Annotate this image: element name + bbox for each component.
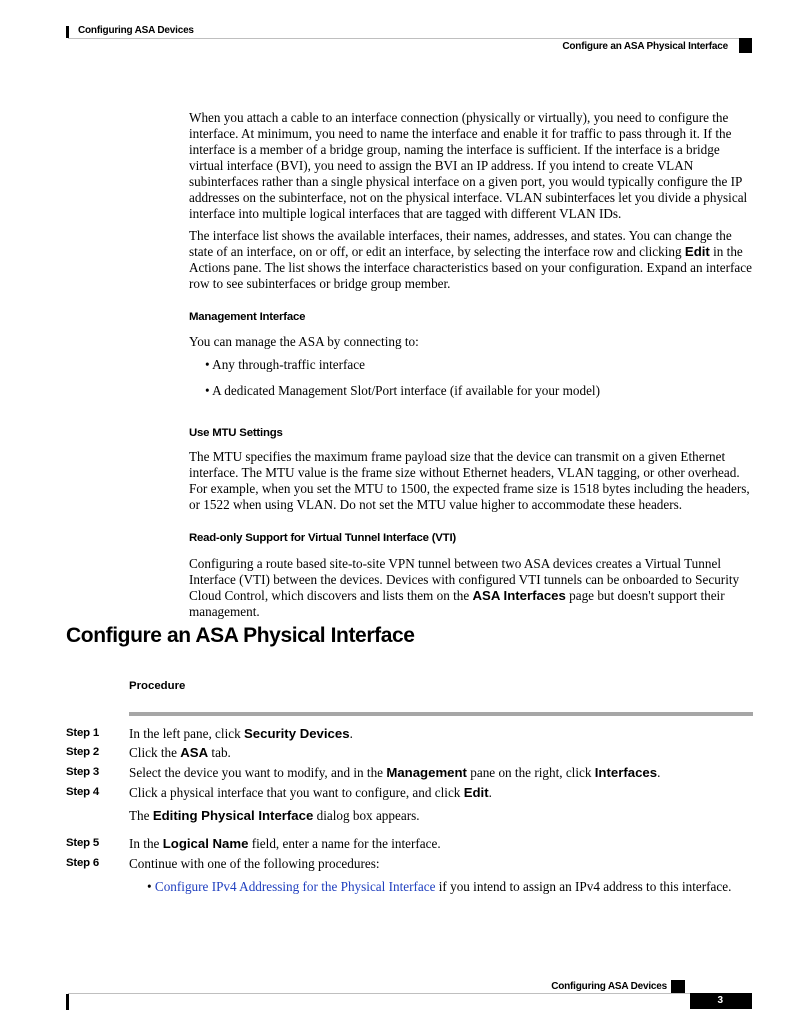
management-bullet-2: • A dedicated Management Slot/Port interface (if available for your model): [205, 383, 600, 398]
management-heading: Management Interface: [189, 311, 306, 323]
step-3-label: Step 3: [66, 766, 99, 778]
header-rule: [68, 38, 752, 39]
running-header-right: Configure an ASA Physical Interface: [562, 41, 728, 52]
procedure-heading: Procedure: [129, 680, 186, 692]
intro-2-part-a: The interface list shows the available interfaces, their names, addresses, and states. You can change the state of an interface, on or off, or edit an interface, by selecting the interface row and clicking: [189, 228, 732, 259]
footer-left-bar: [66, 994, 69, 1010]
sub-bullet-rest: if you intend to assign an IPv4 address to this interface.: [435, 879, 732, 894]
asa-interfaces-keyword: ASA Interfaces: [472, 588, 566, 603]
footer-marker-box: [671, 980, 685, 993]
mtu-text: The MTU specifies the maximum frame payload size that the device can transmit on a given Ethernet interface. The MTU value is the frame size without Ethernet headers, VLAN tagging, or other overhead. For example, when you set the MTU to 1500, the expected frame size is 1518 bytes including the headers, or 1522 when using VLAN. Do not set the MTU value higher to accommodate these headers.: [189, 449, 750, 512]
step-5-text: In the Logical Name field, enter a name for the interface.: [129, 836, 441, 851]
running-footer: Configuring ASA Devices: [551, 981, 667, 992]
vti-text-a: Configuring a route based site-to-site VPN tunnel between two ASA devices creates a Virtual Tunnel Interface (VTI) between the devices. Devices with configured VTI tunnels can be onboarded to Security Cloud Control, which discovers and lists them on the: [189, 556, 740, 603]
logical-name-keyword: Logical Name: [162, 836, 249, 851]
intro-text-2: [189, 228, 754, 292]
edit-keyword: Edit: [684, 244, 710, 259]
interfaces-keyword: Interfaces: [594, 765, 658, 780]
intro-paragraph-2: [189, 228, 754, 292]
vti-text-c: page but doesn't support their management.: [189, 588, 725, 619]
mtu-heading: Use MTU Settings: [189, 427, 283, 439]
step-3-text: Select the device you want to modify, and in the Management pane on the right, click Interfaces.: [129, 765, 661, 780]
configure-ipv4-link[interactable]: Configure IPv4 Addressing for the Physical Interface: [154, 879, 436, 894]
intro-text-1: When you attach a cable to an interface connection (physically or virtually), you need to configure the interface. At minimum, you need to name the interface and enable it for traffic to pass through it. If the interface is a member of a bridge group, naming the interface is sufficient. If the interface is a bridge virtual interface (BVI), you need to assign the BVI an IP address. If you intend to create VLAN subinterfaces rather than a single physical interface on a given port, you would typically configure the IP addresses on the subinterface, not on the physical interface. VLAN subinterfaces let you divide a physical interface into multiple logical interfaces that are tagged with different VLAN IDs.: [189, 110, 748, 221]
step-1-label: Step 1: [66, 727, 99, 739]
editing-physical-interface-keyword: Editing Physical Interface: [152, 808, 314, 823]
procedure-sub-bullet: [147, 879, 731, 895]
step-4-result: The Editing Physical Interface dialog box appears.: [129, 808, 420, 823]
asa-keyword: ASA: [180, 745, 209, 760]
section-title: Configure an ASA Physical Interface: [66, 624, 415, 647]
footer-rule: [68, 993, 752, 994]
step-2-text: Click the ASA tab.: [129, 745, 231, 760]
management-keyword: Management: [386, 765, 467, 780]
management-text: You can manage the ASA by connecting to:: [189, 334, 419, 349]
intro-2-part-c: in the Actions pane. The list shows the interface characteristics based on your configuration. Expand an interface row to see subinterfaces or bridge group member.: [189, 244, 752, 291]
header-marker-box: [739, 38, 752, 53]
edit-step-keyword: Edit: [463, 785, 489, 800]
mtu-paragraph: [189, 449, 754, 513]
step-5-label: Step 5: [66, 837, 99, 849]
step-1-text: In the left pane, click Security Devices.: [129, 726, 353, 741]
bullet-dot: •: [147, 879, 152, 894]
step-4-text: Click a physical interface that you want to configure, and click Edit.: [129, 785, 492, 800]
procedure-rule: [129, 712, 753, 716]
vti-heading: Read-only Support for Virtual Tunnel Interface (VTI): [189, 532, 457, 544]
step-2-label: Step 2: [66, 746, 99, 758]
header-left-bar: [66, 26, 69, 38]
step-6-text: Continue with one of the following procedures:: [129, 856, 380, 871]
security-devices-keyword: Security Devices: [243, 726, 350, 741]
step-4-label: Step 4: [66, 786, 99, 798]
intro-paragraph-1: [189, 110, 754, 222]
page-number: 3: [690, 993, 752, 1009]
running-header-left: Configuring ASA Devices: [78, 25, 194, 36]
vti-text: [189, 556, 754, 620]
management-bullet-1: • Any through-traffic interface: [205, 357, 365, 372]
step-6-label: Step 6: [66, 857, 99, 869]
vti-paragraph: [189, 556, 754, 620]
